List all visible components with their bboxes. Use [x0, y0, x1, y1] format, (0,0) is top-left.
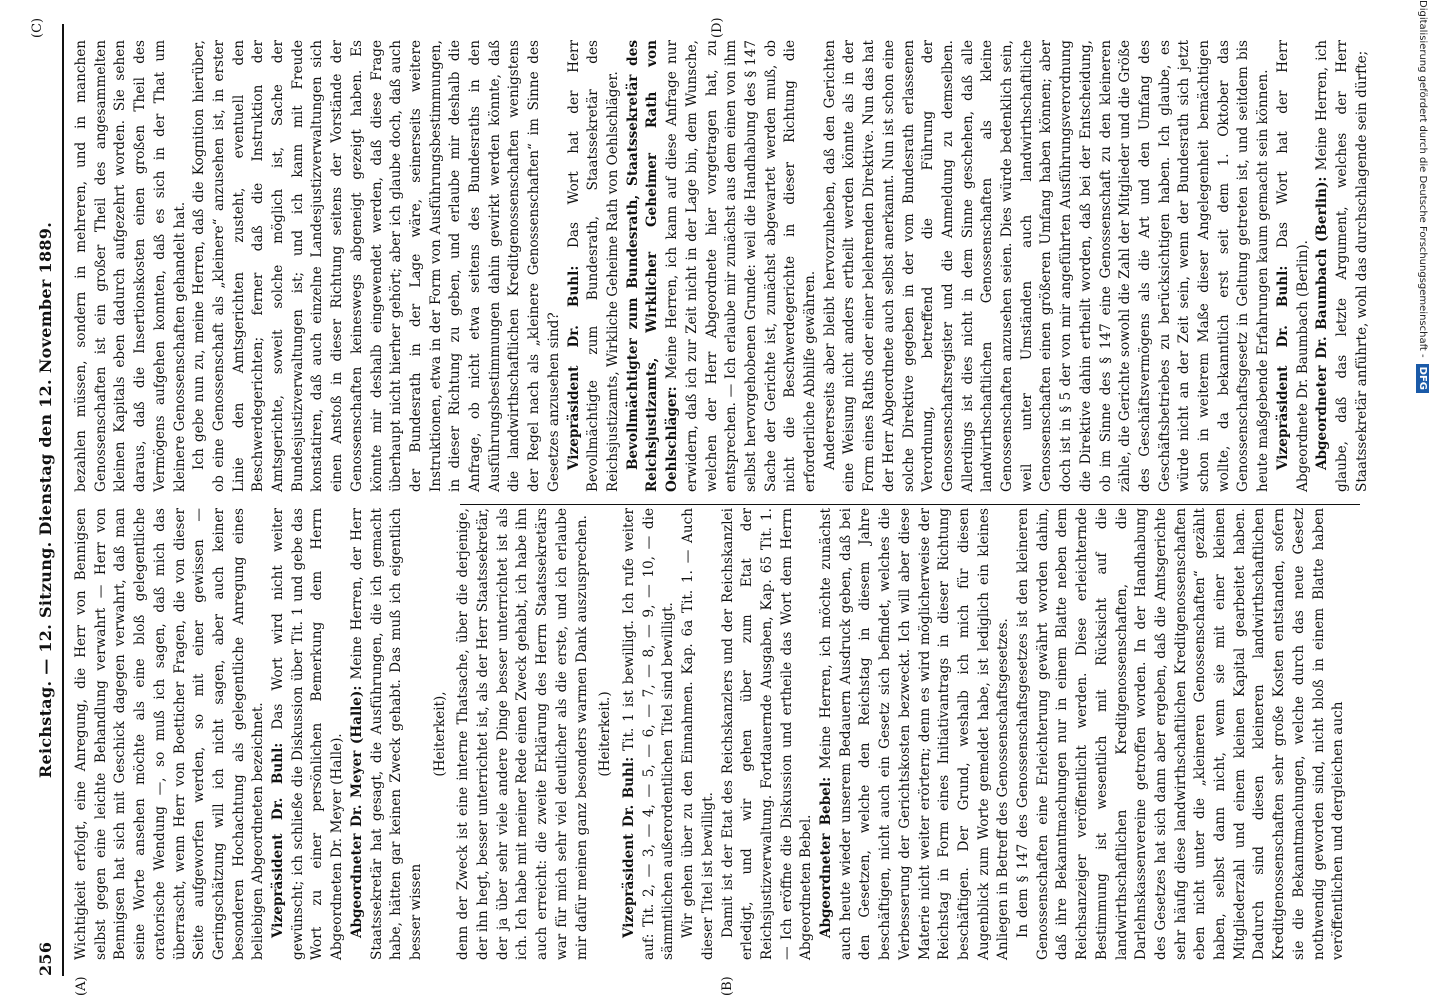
interjection: (Heiterkeit.): [597, 691, 614, 777]
interjection: (Heiterkeit),: [431, 691, 448, 777]
paragraph-text: Damit ist der Etat des Reichskanzlers und der Reichskanzlei erledigt, und wir gehen über zum Etat der Reichsjustizverwaltung. Fortdauernde Ausgaben, Kap. 65 Tit. 1. — Ich eröffne die Diskussion und ertheile das Wort dem Herrn Abgeordneten Bebel.: [719, 508, 815, 960]
speaker-name: Bevollmächtigter zum Bundesrath, Staatssekretär des Reichsjustizamts, Wirklicher Geheimer Rath von Oehlschläger:: [624, 40, 681, 492]
paragraph-text: Meine Herren, der Herr Staatssekretär hat gesagt, die Ausführungen, die ich gemacht habe, hätten gar keinen Zweck gehabt. Das muß ich eigentlich besser wissen: [348, 508, 424, 960]
paragraph: [719, 508, 818, 960]
header-rule: [62, 24, 64, 976]
paragraph: [269, 508, 348, 960]
paragraph-text: Meine Herren, ich kann auf diese Anfrage nur erwidern, daß ich zur Zeit nicht in der Lage bin, dem Wunsche, welchen der Herr Abgeordnete hier vorgetragen hat, zu entsprechen. — Ich erlaube mir zunächst aus dem einen von ihm selbst hervorgehobenen Grunde: weil die Handhabung des § 147 Sache der Gerichte ist, zunächst abgewartet werden muß, ob nicht die Beschwerdegerichte in dieser Richtung die erforderliche Abhilfe gewähren.: [664, 40, 819, 492]
paragraph: [72, 508, 269, 960]
paragraph: [624, 40, 821, 492]
paragraph-text: In dem § 147 des Genossenschaftsgesetzes ist den kleineren Genossenschaften eine Erleichterung gewährt worden dahin, daß ihre Bekanntmachungen nur in einem Blatte neben dem Reichsanzeiger veröffentlicht werden. Diese erleichternde Bestimmung ist wesentlich mit Rücksicht auf die landwirthschaftlichen Kreditgenossenschaften, die Darlehnskassenvereine getroffen worden. In der Handhabung des Gesetzes hat sich dann aber ergeben, daß die Amtsgerichte sehr häufig diese landwirthschaftlichen Kreditgenossenschaften eben nicht unter die „kleineren Genossenschaften“ gezählt haben, selbst dann nicht, wenn sie mit einer kleinen Mitgliederzahl und einem kleinen Kapital gearbeitet haben. Dadurch sind diesen kleineren landwirthschaftlichen Kreditgenossenschaften sehr große Kosten entstanden, sofern sie die Bekanntmachungen, welche durch das neue Gesetz nothwendig geworden sind, nicht bloß in einem Blatte haben veröffentlichen und dergleichen auch: [1015, 508, 1347, 960]
paragraph-text: Wichtigkeit erfolgt, eine Anregung, die Herr von Bennigsen selbst gegen eine leichte Behandlung verwahrt — Herr von Bennigsen hat sich mit Geschick dagegen verwahrt, daß man seine Worte ansehen möchte als eine bloß gelegentliche oratorische Wendung —, so muß ich sagen, daß mich das überrascht, wenn Herr von Boetticher Fragen, die von dieser Seite aufgeworfen werden, so mit einer gewissen — Geringschätzung will ich nicht sagen, aber auch keiner besonderen Hochachtung als gelegentliche Anregung eines beliebigen Abgeordneten bezeichnet.: [73, 508, 267, 960]
paragraph-text: Andererseits aber bleibt hervorzuheben, daß den Gerichten eine Weisung nicht anders ertheilt werden könnte als in der Form eines Raths oder einer belehrenden Direktive. Nun das hat der Herr Abgeordnete auch selbst anerkannt. Nun ist schon eine solche Direktive gegeben in der vom Bundesrath erlassenen Verordnung, betreffend die Führung der Genossenschaftsregister und die Anmeldung zu demselben. Allerdings ist dies nicht in dem Sinne geschehen, daß alle landwirthschaftlichen Genossenschaften als kleine Genossenschaften anzusehen seien. Dies würde bedenklich sein, weil unter Umständen auch landwirthschaftliche Genossenschaften einen größeren Umfang haben können; aber doch ist in § 5 der von mir angeführten Ausführungsverordnung die Direktive dahin ertheilt worden, daß bei der Entscheidung, ob im Sinne des § 147 eine Genossenschaft zu den kleineren zähle, die Gerichte sowohl die Zahl der Mitglieder und die Größe des Geschäftsvermögens als die Art und den Umfang des Geschäftsbetriebes zu berücksichtigen haben. Ich glaube, es würde nicht an der Zeit sein, wenn der Bundesrath sich jetzt schon in weiterem Maße dieser Angelegenheit bemächtigen wollte, da bekanntlich erst seit dem 1. Oktober das Genossenschaftsgesetz in Geltung getreten ist, und seitdem bis heute maßgebende Erfahrungen kaum gemacht sein können.: [821, 40, 1272, 492]
page-number: 256: [36, 941, 55, 976]
paragraph: [817, 508, 1014, 960]
paragraph-text: Meine Herren, ich glaube, daß das letzte Argument, welches der Herr Staatssekretär anführte, wohl das durchschlagende sein dürfte;: [1314, 40, 1370, 492]
paragraph: [1313, 40, 1372, 492]
speaker-name: Vizepräsident Dr. Buhl:: [565, 265, 582, 470]
speaker-name: Vizepräsident Dr. Buhl:: [1274, 265, 1291, 470]
running-title: Reichstag. — 12. Sitzung. Dienstag den 12. November 1889.: [36, 221, 55, 779]
paragraph-text: Meine Herren, ich möchte zunächst auch heute wieder unserem Bedauern Ausdruck geben, daß bei den Gesetzen, welche den Reichstag in diesem Jahre beschäftigen, nicht auch ein Gesetz sich befindet, welches die Verbesserung der Gerichtskosten bezweckt. Ich will aber diese Materie nicht weiter erörtern; denn es wird möglicherweise der Reichstag in Form eines Initiativantrags in dieser Richtung beschäftigen. Der Grund, weshalb ich mich für diesen Augenblick zum Worte gemeldet habe, ist lediglich ein kleines Anliegen in Betreff des Genossenschaftsgesetzes.: [818, 507, 1012, 960]
paragraph-text: Tit. 1 ist bewilligt. Ich rufe weiter auf: Tit. 2, — 3, — 4, — 5, — 6, — 7, — 8, — 9, — 10, — die sämmtlichen außerordentlichen Titel sind bewilligt.: [620, 508, 677, 960]
paragraph: [72, 40, 190, 492]
dfg-logo: DFG: [1416, 364, 1429, 393]
paragraph: [565, 40, 624, 492]
margin-marker-a: (A): [74, 976, 89, 996]
speaker-name: Abgeordneter Dr. Baumbach (Berlin):: [1314, 176, 1331, 470]
digitization-credit: [1413, 0, 1432, 1000]
paragraph: [1014, 508, 1349, 960]
paragraph: [454, 508, 592, 960]
speaker-name: Abgeordneter Dr. Meyer (Halle):: [348, 685, 365, 938]
credit-text: Digitalisierung gefördert durch die Deutsche Forschungsgemeinschaft -: [1417, 0, 1428, 358]
paragraph-text: Ich gebe nun zu, meine Herren, daß die Kognition hierüber, ob eine Genossenschaft als „kleinere“ anzusehen ist, in erster Linie den Amtsgerichten zusteht, eventuell den Beschwerdegerichten; ferner daß die Instruktion der Amtsgerichte, soweit solche möglich ist, Sache der Bundesjustizverwaltungen ist; und ich kann mit Freude konstatiren, daß auch einzelne Landesjustizverwaltungen sich einen Anstoß in dieser Richtung seitens der Vorstände der Genossenschaften keineswegs abgeneigt gezeigt haben. Es könnte mir deshalb eingewendet werden, daß diese Frage überhaupt nicht hierher gehört; aber ich glaube doch, daß auch der Bundesrath in der Lage wäre, seinerseits weitere Instruktionen, etwa in der Form von Ausführungsbestimmungen, in dieser Richtung zu geben, und erlaube mir deshalb die Anfrage, ob nicht etwa seitens des Bundesraths in den Ausführungsbestimmungen dahin gewirkt werden könnte, daß die landwirthschaftlichen Kreditgenossenschaften wenigstens der Regel nach als „kleinere Genossenschaften“ im Sinne des Gesetzes anzusehen sind?: [191, 40, 562, 492]
paragraph-text: Wir gehen über zu den Einnahmen. Kap. 6a Tit. 1. — Auch dieser Titel ist bewilligt.: [680, 508, 716, 960]
paragraph: [1274, 40, 1313, 492]
paragraph: [620, 508, 679, 960]
paragraph: [679, 508, 718, 960]
paragraph: [190, 40, 564, 492]
margin-marker-d: (D): [710, 17, 725, 38]
margin-marker-c: (C): [30, 17, 45, 38]
column-rule: [460, 504, 1360, 505]
speaker-name: Vizepräsident Dr. Buhl:: [270, 742, 287, 938]
paragraph-text: Das Wort hat der Herr Abgeordnete Dr. Baumbach (Berlin).: [1274, 40, 1311, 492]
paragraph: [821, 40, 1274, 492]
running-head: [36, 24, 62, 976]
paragraph: [348, 508, 427, 960]
speaker-name: Vizepräsident Dr. Buhl:: [620, 756, 637, 938]
paragraph-text: denn der Zweck ist eine interne Thatsache, über die derjenige, der ihn hegt, besser unterrichtet ist, als der Herr Staatssekretär, der ja über sehr viele andere Dinge besser unterrichtet ist als ich. Ich habe mit meiner Rede einen Zweck gehabt, ich habe ihn auch erreicht: die zweite Erklärung des Herrn Staatssekretärs war für mich sehr viel deutlicher als die erste, und ich erlaube mir dafür meinen ganz besonders warmen Dank auszusprechen.: [455, 508, 590, 960]
paragraph-text: bezahlen müssen, sondern in mehreren, und in manchen Genossenschaften ist ein großer Theil des angesammelten kleinen Kapitals eben dadurch aufgezehrt worden. Sie sehen daraus, daß die Insertionskosten einen großen Theil des Vermögens aufgehen konnten, daß es sich in der That um kleinere Genossenschaften gehandelt hat.: [73, 40, 188, 492]
speaker-name: Abgeordneter Bebel:: [818, 776, 835, 938]
paragraph-text: Das Wort wird nicht weiter gewünscht; ich schließe die Diskussion über Tit. 1 und gebe das Wort zu einer persönlichen Bemerkung dem Herrn Abgeordneten Dr. Meyer (Halle).: [270, 508, 346, 960]
paragraph-text: Das Wort hat der Herr Bevollmächtigte zum Bundesrath, Staatssekretär des Reichsjustizamts, Wirkliche Geheime Rath von Oehlschläger.: [565, 40, 621, 492]
left-column: [72, 508, 1349, 960]
margin-marker-b: (B): [720, 976, 735, 996]
right-column: [72, 40, 1372, 492]
